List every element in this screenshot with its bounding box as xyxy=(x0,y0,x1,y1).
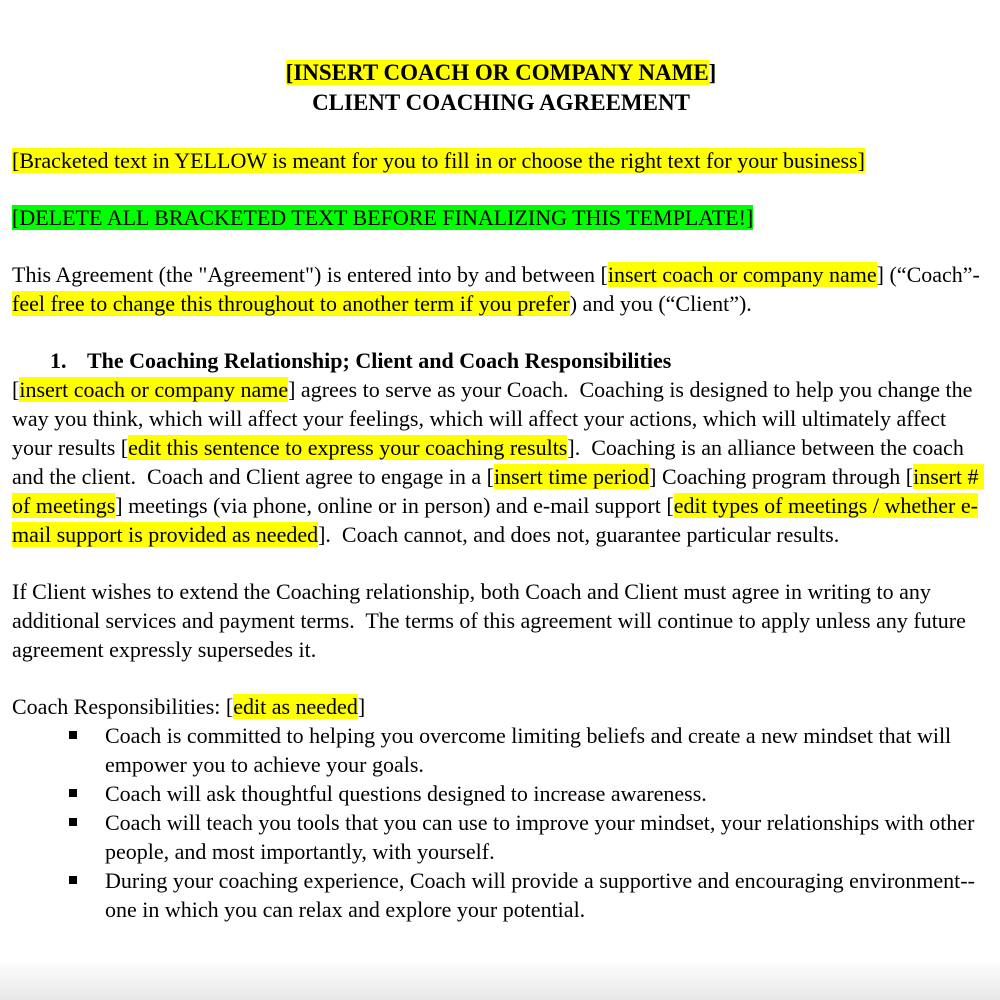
highlighted-placeholder-yellow: edit as needed xyxy=(233,694,358,719)
coach-responsibilities-label xyxy=(12,692,990,721)
highlighted-placeholder-yellow: edit types of meetings / whether e-mail support is provided as needed xyxy=(12,493,978,547)
text-segment: ]. Coaching is an alliance between the coach and the client. Coach and Client agree to engage in a [ xyxy=(12,435,970,489)
spacer xyxy=(12,549,990,577)
document-content xyxy=(12,58,990,924)
bullet-item-mindset xyxy=(12,721,990,779)
text-segment: ] agrees to serve as your Coach. Coaching is designed to help you change the way you think, which will affect your feelings, which will affect your actions, which will ultimately affect your results [ xyxy=(12,377,978,460)
bullet-item-tools xyxy=(12,808,990,866)
text-segment: CLIENT COACHING AGREEMENT xyxy=(312,90,690,115)
section-1-paragraph xyxy=(12,375,990,549)
green-warning-banner xyxy=(12,203,990,232)
highlighted-placeholder-yellow: feel free to change this throughout to another term if you prefer xyxy=(12,291,570,316)
text-segment: ] (“Coach”- xyxy=(876,262,986,287)
document-title-company-line xyxy=(12,58,990,88)
highlighted-placeholder-yellow: insert coach or company name xyxy=(19,377,289,402)
text-segment: Coach is committed to helping you overcome limiting beliefs and create a new mindset that will empower you to achieve your goals. xyxy=(105,723,957,777)
spacer xyxy=(12,318,990,346)
highlighted-text-green: [DELETE ALL BRACKETED TEXT BEFORE FINALIZING THIS TEMPLATE!] xyxy=(12,205,754,230)
bullet-square-icon xyxy=(69,818,77,826)
bullet-square-icon xyxy=(69,876,77,884)
bullet-item-questions xyxy=(12,779,990,808)
heading-number: 1. xyxy=(50,348,67,373)
text-segment: Coach will ask thoughtful questions designed to increase awareness. xyxy=(105,781,707,806)
highlighted-placeholder-yellow: insert time period xyxy=(493,464,650,489)
document-title-agreement-line xyxy=(12,88,990,118)
text-segment: During your coaching experience, Coach will provide a supportive and encouraging environment--one in which you can relax and explore your potential. xyxy=(105,868,975,922)
yellow-instruction-banner xyxy=(12,146,990,175)
extension-paragraph xyxy=(12,577,990,664)
text-segment: This Agreement (the "Agreement") is entered into by and between [ xyxy=(12,262,608,287)
highlighted-placeholder-yellow: insert coach or company name xyxy=(607,262,877,287)
text-segment: ] xyxy=(708,60,717,85)
text-segment: ] meetings (via phone, online or in person) and e-mail support [ xyxy=(115,493,674,518)
spacer xyxy=(12,232,990,260)
spacer xyxy=(12,175,990,203)
bullet-item-environment xyxy=(12,866,990,924)
text-segment: If Client wishes to extend the Coaching relationship, both Coach and Client must agree in writing to any additional services and payment terms. The terms of this agreement will continue to apply unless any future agreement expressly supersedes it. xyxy=(12,579,972,662)
intro-paragraph xyxy=(12,260,990,318)
text-segment: ]. Coach cannot, and does not, guarantee particular results. xyxy=(318,522,840,547)
highlighted-placeholder-yellow: [INSERT COACH OR COMPANY NAME xyxy=(285,60,709,85)
text-segment: ] xyxy=(357,694,366,719)
bullet-square-icon xyxy=(69,789,77,797)
highlighted-placeholder-yellow: edit this sentence to express your coaching results xyxy=(128,435,568,460)
section-1-heading xyxy=(12,346,990,375)
text-segment: ) and you (“Client”). xyxy=(569,291,752,316)
text-segment: Coach will teach you tools that you can use to improve your mindset, your relationships with other people, and most importantly, with yourself. xyxy=(105,810,980,864)
spacer xyxy=(12,118,990,146)
text-segment: [ xyxy=(12,377,20,402)
text-segment: The Coaching Relationship; Client and Coach Responsibilities xyxy=(87,348,672,373)
spacer xyxy=(12,664,990,692)
bullet-square-icon xyxy=(69,731,77,739)
highlighted-placeholder-yellow: [Bracketed text in YELLOW is meant for you to fill in or choose the right text for your business] xyxy=(12,148,865,173)
text-segment: ] Coaching program through [ xyxy=(649,464,914,489)
text-segment: Coach Responsibilities: [ xyxy=(12,694,234,719)
highlighted-placeholder-yellow: insert # of meetings xyxy=(12,464,984,518)
